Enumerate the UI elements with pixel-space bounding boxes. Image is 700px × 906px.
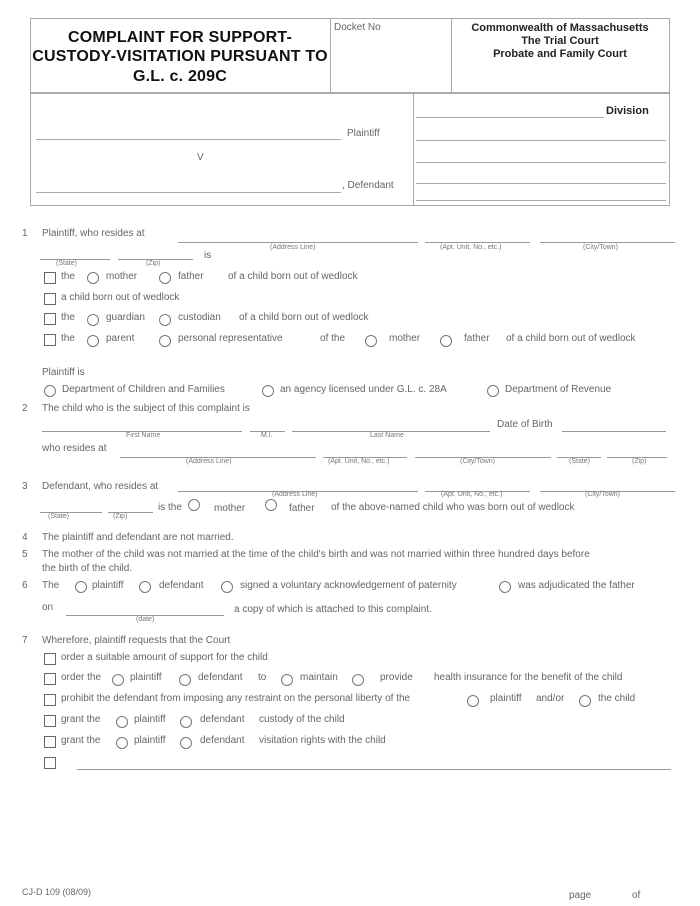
sub-mi: M.I. [261, 432, 273, 439]
radio-father[interactable] [159, 272, 171, 284]
r4-plaintiff: plaintiff [134, 714, 166, 725]
radio-defendant-mother[interactable] [188, 499, 200, 511]
plaintiff-is-label: Plaintiff is [42, 367, 85, 378]
plaintiff-address-input[interactable] [178, 242, 418, 243]
radio-s6-plaintiff[interactable] [75, 581, 87, 593]
radio-r3-plaintiff[interactable] [467, 695, 479, 707]
row3-custodian: custodian [178, 312, 221, 323]
section-7-intro: Wherefore, plaintiff requests that the Court [42, 635, 231, 646]
checkbox-health-insurance[interactable] [44, 673, 56, 685]
sub-child-state: (State) [569, 458, 591, 465]
court-line-3: Probate and Family Court [493, 48, 627, 60]
r2-maintain: maintain [300, 672, 338, 683]
r5-plaintiff: plaintiff [134, 735, 166, 746]
defendant-name-input[interactable] [36, 192, 341, 193]
radio-custodian[interactable] [159, 314, 171, 326]
is-label: is [204, 250, 212, 261]
r3-plaintiff: plaintiff [490, 693, 522, 704]
radio-dcf[interactable] [44, 385, 56, 397]
agency-dcf: Department of Children and Families [62, 384, 225, 395]
court-line-2: The Trial Court [521, 35, 599, 47]
row4-tail: of a child born out of wedlock [506, 333, 636, 344]
sub-child-apt: (Apt. Unit, No., etc.) [328, 458, 390, 465]
r3-text: prohibit the defendant from imposing any restraint on the personal liberty of the [61, 693, 411, 704]
plaintiff-apt-input[interactable] [425, 242, 530, 243]
page-label: page [569, 890, 592, 901]
docket-label: Docket No [334, 22, 381, 33]
plaintiff-city-input[interactable] [540, 242, 675, 243]
section-5-line-2: the birth of the child. [42, 563, 133, 574]
defendant-father-label: father [289, 503, 315, 514]
row4-the: the [61, 333, 75, 344]
row3-tail: of a child born out of wedlock [239, 312, 369, 323]
s6-on: on [42, 602, 54, 613]
row4-mother: mother [389, 333, 421, 344]
radio-r2-provide[interactable] [352, 674, 364, 686]
checkbox-parent-of-child[interactable] [44, 272, 56, 284]
sub-def-address: (Address Line) [272, 491, 318, 498]
radio-rep-mother[interactable] [365, 335, 377, 347]
docket-input[interactable] [333, 36, 449, 91]
r1-text: order a suitable amount of support for the child [61, 652, 268, 663]
section-5-number: 5 [22, 549, 28, 560]
sub-def-apt: (Apt. Unit, No., etc.) [441, 491, 503, 498]
radio-rep-father[interactable] [440, 335, 452, 347]
r2-plaintiff: plaintiff [130, 672, 162, 683]
child-resides-label: who resides at [42, 443, 107, 454]
form-id: CJ-D 109 (08/09) [22, 887, 92, 897]
sub-first: First Name [126, 432, 161, 439]
row2-text: a child born out of wedlock [61, 292, 180, 303]
r5-tail: visitation rights with the child [259, 735, 386, 746]
checkbox-prohibit-restraint[interactable] [44, 694, 56, 706]
checkbox-child-born-out-of-wedlock[interactable] [44, 293, 56, 305]
r5-grant: grant the [61, 735, 101, 746]
sub-def-zip: (Zip) [113, 513, 128, 520]
radio-r2-plaintiff[interactable] [112, 674, 124, 686]
section-2-number: 2 [22, 403, 28, 414]
radio-personal-representative[interactable] [159, 335, 171, 347]
r2-provide: provide [380, 672, 413, 683]
radio-r4-defendant[interactable] [180, 716, 192, 728]
radio-s6-acknowledgement[interactable] [221, 581, 233, 593]
r3-child: the child [598, 693, 636, 704]
radio-r4-plaintiff[interactable] [116, 716, 128, 728]
radio-parent[interactable] [87, 335, 99, 347]
r2-tail: health insurance for the benefit of the child [434, 672, 623, 683]
child-dob-input[interactable] [562, 431, 666, 432]
other-request-input[interactable] [77, 769, 671, 770]
sub-def-state: (State) [48, 513, 70, 520]
section-6-the: The [42, 580, 60, 591]
row4-representative: personal representative [178, 333, 283, 344]
dob-label: Date of Birth [497, 419, 553, 430]
section-4-text: The plaintiff and defendant are not married. [42, 532, 234, 543]
is-the-label: is the [158, 502, 182, 513]
section-1-number: 1 [22, 228, 28, 239]
agency-dor: Department of Revenue [505, 384, 612, 395]
radio-dor[interactable] [487, 385, 499, 397]
plaintiff-name-input[interactable] [36, 139, 341, 140]
row4-father: father [464, 333, 490, 344]
sub-state: (State) [56, 260, 78, 267]
r2-defendant: defendant [198, 672, 243, 683]
row4-parent: parent [106, 333, 135, 344]
sub-zip: (Zip) [146, 260, 161, 267]
row3-the: the [61, 312, 75, 323]
r3-andor: and/or [536, 693, 565, 704]
caption-blank-line-3[interactable] [416, 183, 666, 184]
section-1-intro: Plaintiff, who resides at [42, 228, 145, 239]
division-label: Division [606, 105, 649, 117]
r4-defendant: defendant [200, 714, 245, 725]
caption-blank-line-4[interactable] [416, 200, 666, 201]
s6-acknowledgement: signed a voluntary acknowledgement of paternity [240, 580, 457, 591]
plaintiff-label: Plaintiff [347, 128, 380, 139]
form-title-line-3: G.L. c. 209C [133, 68, 227, 85]
radio-s6-defendant[interactable] [139, 581, 151, 593]
row1-the: the [61, 271, 75, 282]
of-label: of [632, 890, 641, 901]
section-3-tail: of the above-named child who was born out of wedlock [331, 502, 575, 513]
r4-tail: custody of the child [259, 714, 345, 725]
sub-def-city: (City/Town) [585, 491, 621, 498]
row1-father: father [178, 271, 204, 282]
section-7-number: 7 [22, 635, 28, 646]
r2-to: to [258, 672, 267, 683]
court-line-1: Commonwealth of Massachusetts [471, 22, 649, 34]
section-2-intro: The child who is the subject of this complaint is [42, 403, 250, 414]
sub-child-address: (Address Line) [186, 458, 232, 465]
s6-adjudicated: was adjudicated the father [518, 580, 635, 591]
sub-last: Last Name [370, 432, 404, 439]
section-5-line-1: The mother of the child was not married at the time of the child's birth and was not married within three hundred days before [42, 549, 590, 560]
radio-r5-plaintiff[interactable] [116, 737, 128, 749]
checkbox-order-support[interactable] [44, 653, 56, 665]
radio-guardian[interactable] [87, 314, 99, 326]
radio-defendant-father[interactable] [265, 499, 277, 511]
form-title-line-1: COMPLAINT FOR SUPPORT- [68, 29, 292, 46]
checkbox-parent-representative[interactable] [44, 334, 56, 346]
section-4-number: 4 [22, 532, 28, 543]
sub-address: (Address Line) [270, 244, 316, 251]
radio-mother[interactable] [87, 272, 99, 284]
radio-licensed-agency[interactable] [262, 385, 274, 397]
radio-r2-defendant[interactable] [179, 674, 191, 686]
sub-child-city: (City/Town) [460, 458, 496, 465]
checkbox-other-request[interactable] [44, 757, 56, 769]
sub-date: (date) [136, 616, 155, 623]
caption-blank-line-2[interactable] [416, 162, 666, 163]
row1-tail: of a child born out of wedlock [228, 271, 358, 282]
checkbox-grant-custody[interactable] [44, 715, 56, 727]
checkbox-guardian-custodian[interactable] [44, 313, 56, 325]
section-3-number: 3 [22, 481, 28, 492]
row4-of-the: of the [320, 333, 346, 344]
sub-apt: (Apt. Unit, No., etc.) [440, 244, 502, 251]
sub-child-zip: (Zip) [632, 458, 647, 465]
radio-r2-maintain[interactable] [281, 674, 293, 686]
checkbox-grant-visitation[interactable] [44, 736, 56, 748]
defendant-label: , Defendant [342, 180, 394, 191]
sub-city: (City/Town) [583, 244, 619, 251]
form-title-line-2: CUSTODY-VISITATION PURSUANT TO [32, 48, 328, 65]
s6-tail: a copy of which is attached to this complaint. [234, 604, 432, 615]
division-input[interactable] [416, 117, 604, 118]
r2-order-the: order the [61, 672, 102, 683]
section-6-number: 6 [22, 580, 28, 591]
radio-r5-defendant[interactable] [180, 737, 192, 749]
row3-guardian: guardian [106, 312, 145, 323]
section-3-intro: Defendant, who resides at [42, 481, 159, 492]
caption-blank-line-1[interactable] [416, 140, 666, 141]
s6-plaintiff: plaintiff [92, 580, 124, 591]
s6-defendant: defendant [159, 580, 204, 591]
versus-label: V [197, 152, 204, 163]
r4-grant: grant the [61, 714, 101, 725]
r5-defendant: defendant [200, 735, 245, 746]
defendant-mother-label: mother [214, 503, 246, 514]
row1-mother: mother [106, 271, 138, 282]
radio-r3-child[interactable] [579, 695, 591, 707]
agency-licensed: an agency licensed under G.L. c. 28A [280, 384, 447, 395]
radio-s6-adjudicated[interactable] [499, 581, 511, 593]
